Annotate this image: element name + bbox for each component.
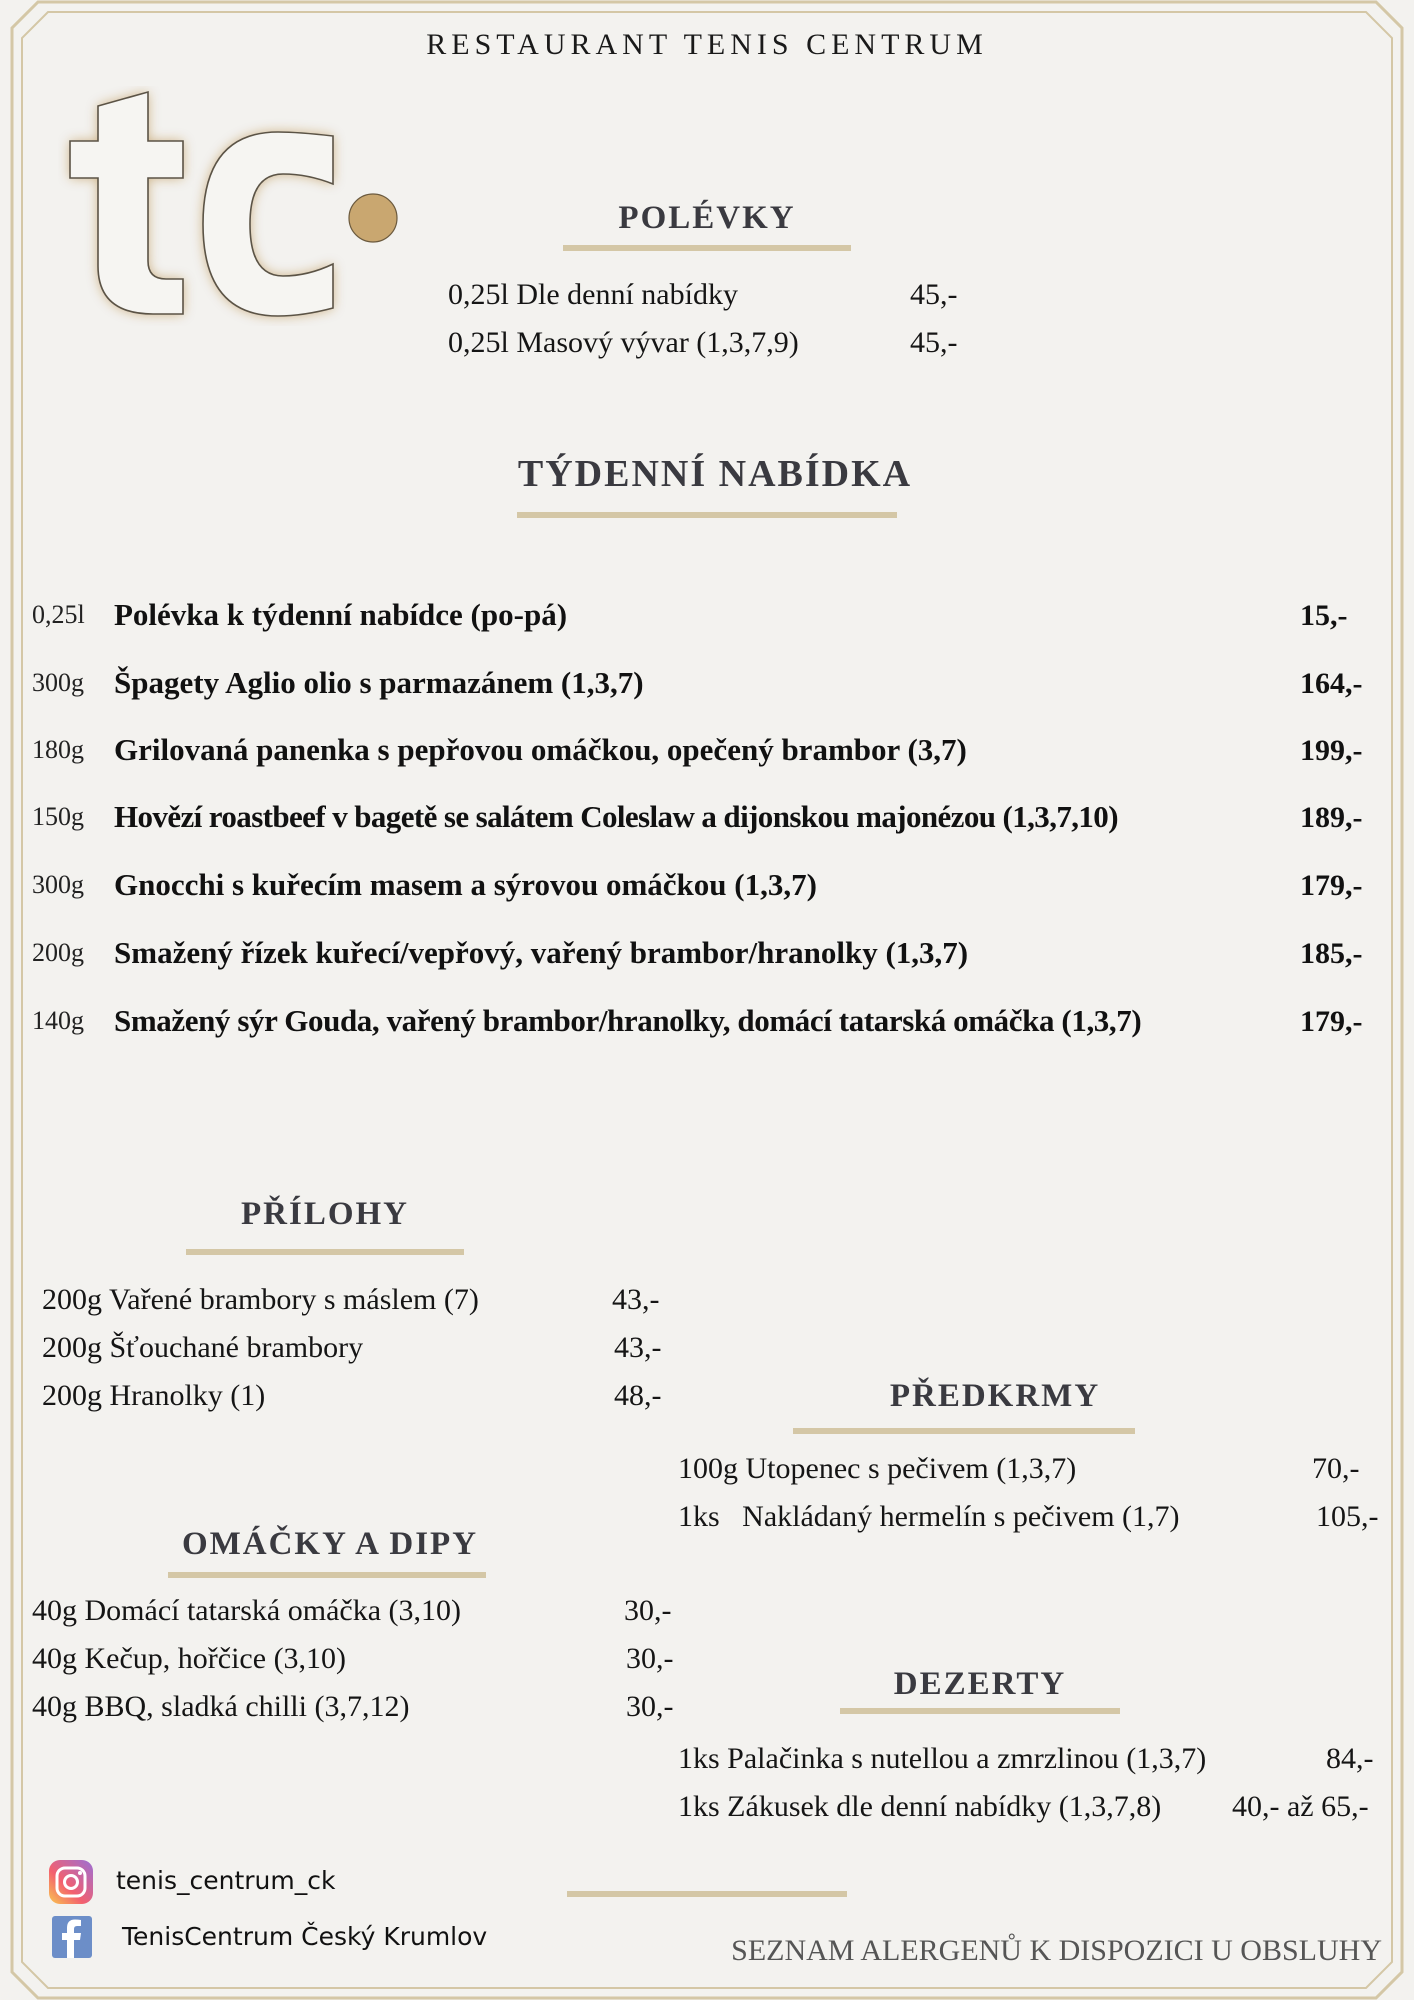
heading-underline xyxy=(168,1572,486,1578)
instagram-icon xyxy=(48,1859,94,1905)
section-heading-tydenni-nabidka: TÝDENNÍ NABÍDKA xyxy=(517,453,913,495)
section-heading-predkrmy: PŘEDKRMY xyxy=(889,1378,1101,1414)
heading-underline xyxy=(186,1249,464,1255)
menu-item-price: 84,- xyxy=(1326,1742,1374,1775)
tc-logo xyxy=(58,86,408,326)
instagram-handle: tenis_centrum_ck xyxy=(116,1866,336,1895)
section-heading-dezerty: DEZERTY xyxy=(893,1666,1067,1702)
weekly-item-qty: 0,25l xyxy=(32,600,85,629)
section-heading-prilohy: PŘÍLOHY xyxy=(240,1196,409,1232)
menu-item-price: 30,- xyxy=(624,1594,672,1627)
allergen-note: SEZNAM ALERGENŮ K DISPOZICI U OBSLUHY xyxy=(731,1934,1382,1967)
menu-item: 0,25l Masový vývar (1,3,7,9) xyxy=(448,326,799,359)
menu-item-price: 30,- xyxy=(626,1690,674,1723)
section-heading-omacky-a-dipy: OMÁČKY A DIPY xyxy=(181,1526,479,1562)
weekly-item-price: 179,- xyxy=(1300,1005,1363,1038)
restaurant-name: RESTAURANT TENIS CENTRUM xyxy=(426,28,988,61)
weekly-item-qty: 300g xyxy=(32,870,84,899)
weekly-item-name: Grilovaná panenka s pepřovou omáčkou, opečený brambor (3,7) xyxy=(114,732,967,767)
weekly-item-price: 15,- xyxy=(1300,599,1348,632)
menu-item: 100g Utopenec s pečivem (1,3,7) xyxy=(678,1452,1077,1485)
heading-underline xyxy=(563,245,851,251)
weekly-item-qty: 140g xyxy=(32,1006,84,1035)
weekly-item-name: Hovězí roastbeef v bagetě se salátem Coleslaw a dijonskou majonézou (1,3,7,10) xyxy=(114,799,1118,834)
menu-item: 200g Šťouchané brambory xyxy=(42,1331,364,1364)
menu-item: 200g Vařené brambory s máslem (7) xyxy=(42,1283,479,1316)
menu-item: 40g Domácí tatarská omáčka (3,10) xyxy=(32,1594,462,1627)
menu-item: 200g Hranolky (1) xyxy=(42,1379,266,1412)
weekly-item-price: 199,- xyxy=(1300,734,1363,767)
weekly-item-price: 164,- xyxy=(1300,667,1363,700)
footer-divider xyxy=(567,1891,847,1897)
menu-item-price: 40,- až 65,- xyxy=(1232,1790,1369,1823)
menu-item-price: 30,- xyxy=(626,1642,674,1675)
menu-item-price: 70,- xyxy=(1312,1452,1360,1485)
menu-item: 1ks Zákusek dle denní nabídky (1,3,7,8) xyxy=(678,1790,1162,1823)
menu-item-price: 45,- xyxy=(910,326,958,359)
menu-item-price: 45,- xyxy=(910,278,958,311)
facebook-name: TenisCentrum Český Krumlov xyxy=(122,1922,488,1951)
menu-item-price: 43,- xyxy=(614,1331,662,1364)
menu-item: 0,25l Dle denní nabídky xyxy=(448,278,738,311)
weekly-item-qty: 200g xyxy=(32,938,84,967)
menu-item-price: 43,- xyxy=(612,1283,660,1316)
menu-item-price: 48,- xyxy=(614,1379,662,1412)
weekly-item-qty: 300g xyxy=(32,668,84,697)
menu-item: 40g BBQ, sladká chilli (3,7,12) xyxy=(32,1690,410,1723)
heading-underline xyxy=(517,512,897,518)
weekly-item-name: Smažený řízek kuřecí/vepřový, vařený brambor/hranolky (1,3,7) xyxy=(114,935,969,970)
weekly-item-qty: 150g xyxy=(32,802,84,831)
section-heading-polevky: POLÉVKY xyxy=(618,200,796,236)
menu-item: 1ks Nakládaný hermelín s pečivem (1,7) xyxy=(678,1500,1180,1533)
heading-underline xyxy=(840,1708,1120,1714)
weekly-item-name: Špagety Aglio olio s parmazánem (1,3,7) xyxy=(114,665,644,700)
menu-item: 1ks Palačinka s nutellou a zmrzlinou (1,3,7) xyxy=(678,1742,1207,1775)
weekly-item-qty: 180g xyxy=(32,735,84,764)
weekly-item-name: Gnocchi s kuřecím masem a sýrovou omáčkou (1,3,7) xyxy=(114,867,817,902)
weekly-item-name: Smažený sýr Gouda, vařený brambor/hranolky, domácí tatarská omáčka (1,3,7) xyxy=(114,1003,1142,1038)
menu-item-price: 105,- xyxy=(1316,1500,1379,1533)
weekly-item-name: Polévka k týdenní nabídce (po-pá) xyxy=(114,597,568,632)
facebook-icon xyxy=(52,1916,92,1958)
weekly-item-price: 179,- xyxy=(1300,869,1363,902)
weekly-item-price: 185,- xyxy=(1300,937,1363,970)
menu-item: 40g Kečup, hořčice (3,10) xyxy=(32,1642,347,1675)
heading-underline xyxy=(793,1428,1135,1434)
weekly-item-price: 189,- xyxy=(1300,801,1363,834)
